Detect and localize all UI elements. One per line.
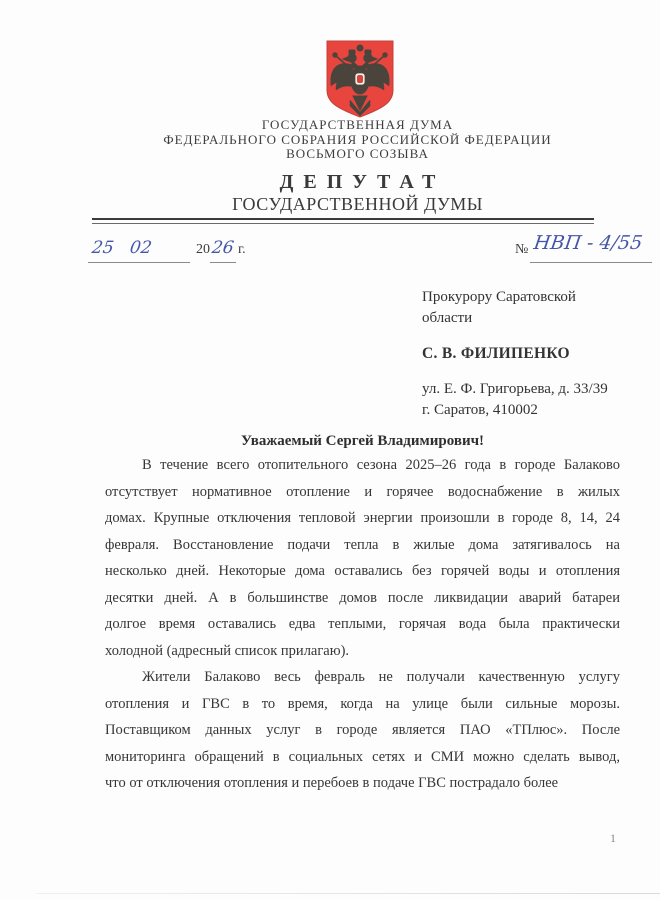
- body-line: В течение всего отопительного сезона 2025–26 года в городе Балаково: [142, 457, 620, 473]
- number-label: №: [515, 242, 529, 257]
- letter-body: [105, 452, 620, 797]
- deputy-subtitle: ГОСУДАРСТВЕННОЙ ДУМЫ: [232, 193, 483, 214]
- coat-of-arms-icon: [322, 38, 398, 120]
- deputy-title: ДЕПУТАТ: [279, 170, 446, 193]
- body-line: Поставщиком данных услуг в городе является ПАО «ТПлюс». После: [105, 722, 620, 738]
- body-line: что от отключения отопления и перебоев в подаче ГВС пострадало более: [105, 775, 559, 791]
- body-line: отсутствует нормативное отопление и горячее водоснабжение в жилых: [105, 483, 620, 500]
- letterhead: [95, 118, 620, 215]
- recipient-block: [422, 287, 608, 421]
- recipient-title-line2: области: [422, 310, 473, 326]
- org-name-line2: ФЕДЕРАЛЬНОГО СОБРАНИЯ РОССИЙСКОЙ ФЕДЕРАЦИИ: [163, 131, 552, 147]
- date-month-underline: [122, 262, 190, 263]
- body-line: отопления и ГВС в то время, когда на улице были сильные морозы.: [105, 695, 620, 712]
- recipient-address-line2: г. Саратов, 410002: [422, 402, 538, 418]
- date-year-unit: г.: [238, 242, 246, 257]
- body-line: мониторинга обращений в социальных сетях и СМИ можно сделать вывод,: [105, 748, 620, 765]
- body-line: Жители Балаково весь февраль не получали качественную услугу: [142, 669, 620, 685]
- body-line: холодной (адресный список прилагаю).: [105, 642, 350, 659]
- body-line: февраля. Восстановление подачи тепла в жилые дома затягивалось на: [105, 536, 620, 553]
- org-name-line1: ГОСУДАРСТВЕННАЯ ДУМА: [261, 117, 454, 132]
- date-day-underline: [88, 262, 122, 263]
- scan-edge-line: [36, 893, 660, 894]
- header-divider: [92, 218, 594, 224]
- body-line: несколько дней. Некоторые дома оставались без горячей воды и отопления: [105, 563, 620, 579]
- date-month-handwritten: 02: [128, 238, 154, 258]
- date-year-handwritten: 26: [210, 238, 236, 258]
- date-year-prefix: 20: [196, 242, 210, 257]
- body-line: домах. Крупные отключения тепловой энергии произошли в городе 8, 14, 24: [105, 510, 620, 526]
- number-value-handwritten: НВП - 4/55: [532, 232, 644, 254]
- recipient-name: С. В. ФИЛИПЕНКО: [422, 345, 570, 362]
- recipient-title-line1: Прокурору Саратовской: [422, 289, 576, 305]
- page-number: 1: [610, 831, 616, 845]
- date-year-underline: [210, 262, 236, 263]
- number-underline: [530, 262, 652, 263]
- body-line: долгое время оставались едва теплыми, горячая вода была практически: [105, 616, 620, 632]
- salutation: Уважаемый Сергей Владимирович!: [240, 433, 485, 449]
- date-day-handwritten: 25: [90, 238, 116, 258]
- body-line: десятки дней. А в большинстве домов после ликвидации аварий батареи: [105, 589, 620, 606]
- org-name-line3: ВОСЬМОГО СОЗЫВА: [286, 146, 429, 161]
- recipient-address-line1: ул. Е. Ф. Григорьева, д. 33/39: [422, 381, 608, 397]
